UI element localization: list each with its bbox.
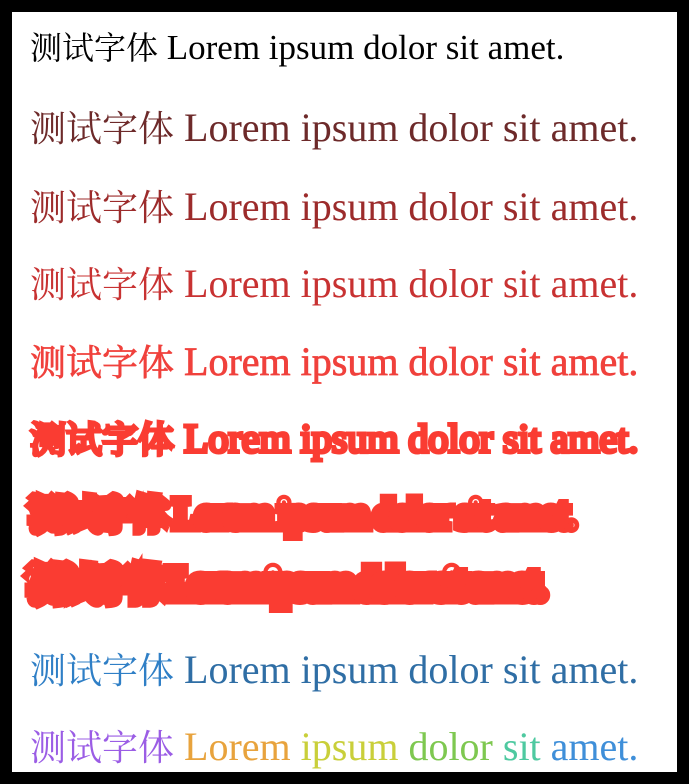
cjk-sample-6: 测试字体 (30, 420, 175, 461)
latin-sample-9: Lorem ipsum dolor sit amet. (184, 647, 639, 692)
cjk-sample-8: 测试字体 (30, 565, 163, 606)
text-row-5 (30, 339, 639, 384)
text-row-10 (30, 724, 639, 769)
latin-word-3: dolor (408, 724, 493, 769)
latin-sample-7: Lorem ipsum dolor sit amet. (174, 491, 575, 536)
cjk-sample-10: 测试字体 (30, 728, 175, 769)
text-row-1 (30, 30, 564, 65)
text-row-8 (30, 561, 543, 606)
text-row-7 (30, 491, 575, 536)
text-row-2 (30, 105, 639, 150)
latin-sample-5: Lorem ipsum dolor sit amet. (184, 339, 639, 384)
latin-word-2: ipsum (300, 724, 399, 769)
latin-word-5: amet. (550, 724, 639, 769)
text-row-4 (30, 261, 639, 306)
latin-sample-3: Lorem ipsum dolor sit amet. (184, 184, 639, 229)
latin-word-1: Lorem (184, 724, 291, 769)
latin-sample-1: Lorem ipsum dolor sit amet. (166, 28, 565, 67)
latin-sample-2: Lorem ipsum dolor sit amet. (184, 105, 639, 150)
text-row-3 (30, 184, 639, 229)
render-canvas (12, 12, 677, 772)
text-row-9 (30, 647, 639, 692)
text-row-6 (30, 416, 639, 461)
cjk-sample-4: 测试字体 (30, 265, 175, 306)
latin-sample-4: Lorem ipsum dolor sit amet. (184, 261, 639, 306)
cjk-sample-1: 测试字体 (30, 29, 159, 67)
cjk-sample-9: 测试字体 (30, 651, 175, 692)
cjk-sample-3: 测试字体 (30, 188, 175, 229)
latin-sample-8: Lorem ipsum dolor sit amet. (169, 561, 543, 606)
latin-word-4: sit (502, 724, 541, 769)
cjk-sample-2: 测试字体 (30, 109, 175, 150)
cjk-sample-5: 测试字体 (30, 343, 175, 384)
latin-sample-6: Lorem ipsum dolor sit amet. (184, 416, 639, 461)
cjk-sample-7: 测试字体 (30, 495, 167, 536)
